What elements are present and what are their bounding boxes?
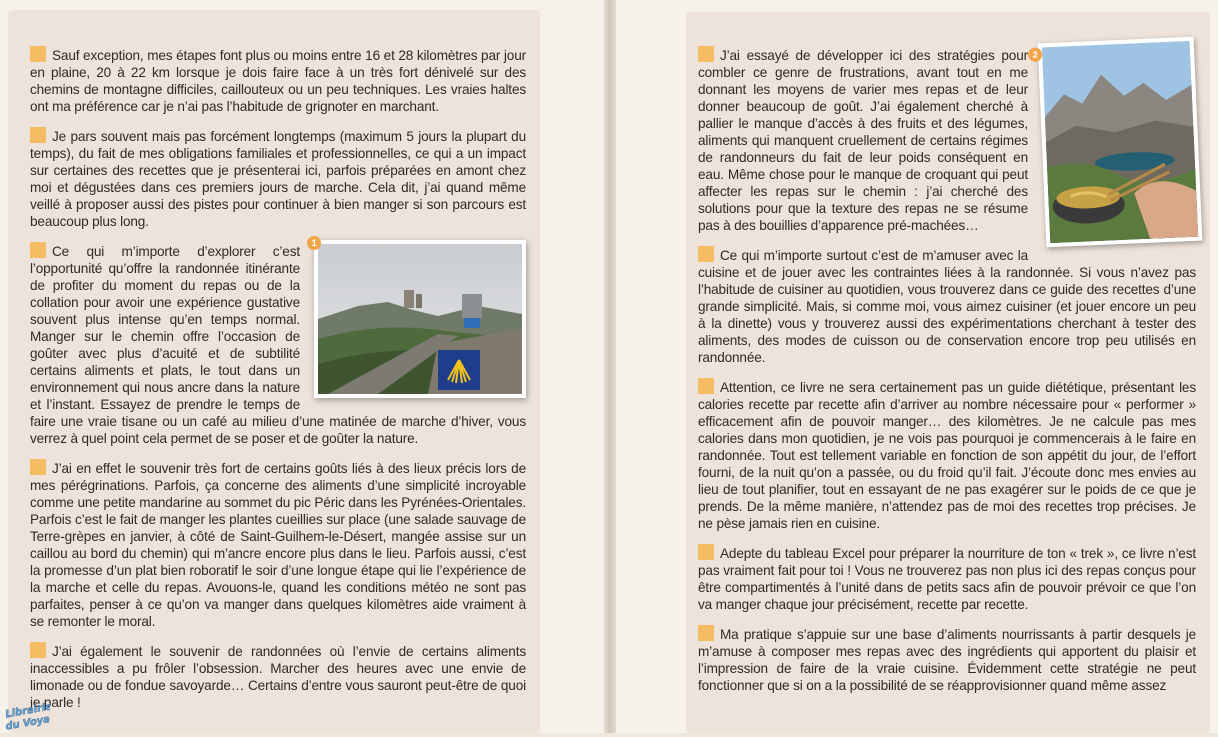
right-column [698,46,1196,706]
watermark-logo-graphic [2,700,50,732]
paragraph: J’ai également le souvenir de randonnées où l’envie de certains aliments inaccessibles a pu frôler l’obsession. Marcher des heures avec une envie de limonade ou de fondue savoyarde… Certains d’entre vous sauront peut-être de quoi je parle ! [30,644,526,710]
paragraph: 1 Ce qui m’importe d’explorer c’est l’opportunité qu’offre la randonnée itinérante de profiter du moment du repas ou de la collation pour avoir une expérience gustative souvent plus intense qu’en temps normal. Manger sur le chemin offre l’occasion de goûter avec plus d’acuité et de subtilité certains aliments et plats, le tout dans un environnement qui nous ancre dans la nature et l’instant. Essayez de prendre le temps de faire une vraie tisane ou un café au milieu d’une matinée de marche d’hiver, vous verrez à quel point cela permet de se poser et de goûter la nature. [30,242,526,447]
paragraph: Ma pratique s’appuie sur une base d’aliments nourrissants à partir desquels je m’amuse à composer mes repas avec des ingrédients qui apportent du plaisir et l’impression de faire de la vraie cuisine. Évidemment cette stratégie ne peut fonctionner que si on a la possibilité de se réapprovisionner quand même assez [698,627,1196,693]
paragraph: Ce qui m’importe surtout c’est de m’amuser avec la cuisine et de jouer avec les contraintes liées à la randonnée. Si vous n’avez pas l’habitude de cuisiner au quotidien, vous trouverez dans ce guide des recettes d’une grande simplicité. Mais, si comme moi, vous aimez cuisiner (et jouer encore un peu à la dinette) vous y trouverez aussi des expérimentations cherchant à tester des aliments, des modes de cuisson ou de conservation encore trop peu utilisés en randonnée. [698,248,1196,365]
bullet-square-icon [30,46,46,62]
bullet-square-icon [698,544,714,560]
bullet-square-icon [698,378,714,394]
photo-number-badge: 2 [1028,47,1043,62]
bullet-square-icon [698,625,714,641]
left-column [30,46,526,723]
bullet-square-icon [30,459,46,475]
mountain-lake-image [1042,41,1198,243]
bullet-square-icon [698,246,714,262]
svg-text:du Voyage: du Voyage [4,711,50,732]
bullet-square-icon [30,127,46,143]
bullet-square-icon [30,242,46,258]
paragraph: J’ai en effet le souvenir très fort de certains goûts liés à des lieux précis lors de mes pérégrinations. Parfois, ça concerne des aliments d’une simplicité incroyable comme une petite mandarine au sommet du pic Péric dans les Pyrénées-Orientales. Parfois c’est le fait de manger les plantes cueillies sur place (une salade sauvage de Terre-grèpes en janvier, à côté de Saint-Guilhem-le-Désert, mangée assise sur un caillou au bord du chemin) qui m’ancre encore plus dans le lieu. Parfois aussi, c’est la promesse d’un plat bien roboratif le soir d’une longue étape qui lie l’expérience de la marche et celle du repas. Avouons-le, quand les conditions météo ne sont pas parfaites, penser à ce qu’on va manger dans quelques kilomètres aide vraiment à se remonter le moral. [30,461,526,629]
paragraph: 2 J’ai essayé de développer ici des stratégies pour combler ce genre de frustrations, avant tout en me donnant les moyens de varier mes repas et de leur donner beaucoup de goût. J’ai également cherché à pallier le manque d’accès à des fruits et des légumes, aliments qui manquent cruellement de certains régimes de randonneurs du fait de leur poids conséquent en eau. Même chose pour le manque de croquant qui peut affecter les repas sur le chemin : j’ai cherché des solutions pour que la texture des repas ne se résume pas à des bouillies d’apparence pré-machées… [698,46,1196,234]
mountain-castle-image [318,244,522,394]
paragraph: Sauf exception, mes étapes font plus ou moins entre 16 et 28 kilomètres par jour en plaine, 20 à 22 km lorsque je dois faire face à un très fort dénivelé sur des chemins de montagne difficiles, caillouteux ou un peu techniques. Les vraies haltes ont ma préférence car je n’ai pas l’habitude de grignoter en marchant. [30,48,526,114]
photo-number-badge: 1 [307,236,321,250]
paragraph: Adepte du tableau Excel pour préparer la nourriture de ton « trek », ce livre n’est pas vraiment fait pour toi ! Vous ne trouverez pas non plus ici des repas conçus pour être compartimentés à l’unité dans de petits sacs afin de pouvoir prévoir ce que l’on va manger chaque jour précisément, recette par recette. [698,546,1196,612]
paragraph: Je pars souvent mais pas forcément longtemps (maximum 5 jours la plupart du temps), du fait de mes obligations familiales et professionnelles, ce qui a un impact sur certaines des recettes que je présenterai ici, parfois préparées en amont chez moi et dégustées dans ces premiers jours de marche. Cela dit, j’ai quand même veillé à proposer aussi des pistes pour continuer à bien manger si son parcours est beaucoup plus long. [30,129,526,229]
mountain-lake-meal-photo [1032,37,1203,248]
hiking-stove-photo [311,238,526,398]
paragraph: Attention, ce livre ne sera certainement pas un guide diététique, présentant les calories recette par recette afin d’arriver au nombre nécessaire pour « performer » efficacement afin de pouvoir manger… des kilomètres. Je ne calcule pas mes calories dans mon quotidien, je ne vois pas pourquoi je commencerais à le faire en randonnée. Tout est tellement variable en fonction de son appétit du jour, de l’effort fourni, de la nuit qu’on a passée, ou du froid qu’il fait. J’écoute donc mes envies au lieu de tout planifier, tout en essayant de ne pas exagérer sur le poids de ce que je prends. De la même manière, n’attendez pas de moi des recettes trop précises. Je ne pèse jamais rien en cuisine. [698,380,1196,531]
bullet-square-icon [698,46,714,62]
librairie-du-voyage-logo [2,700,50,732]
bullet-square-icon [30,642,46,658]
book-gutter [604,0,616,733]
svg-text:Librairie: Librairie [4,701,50,721]
